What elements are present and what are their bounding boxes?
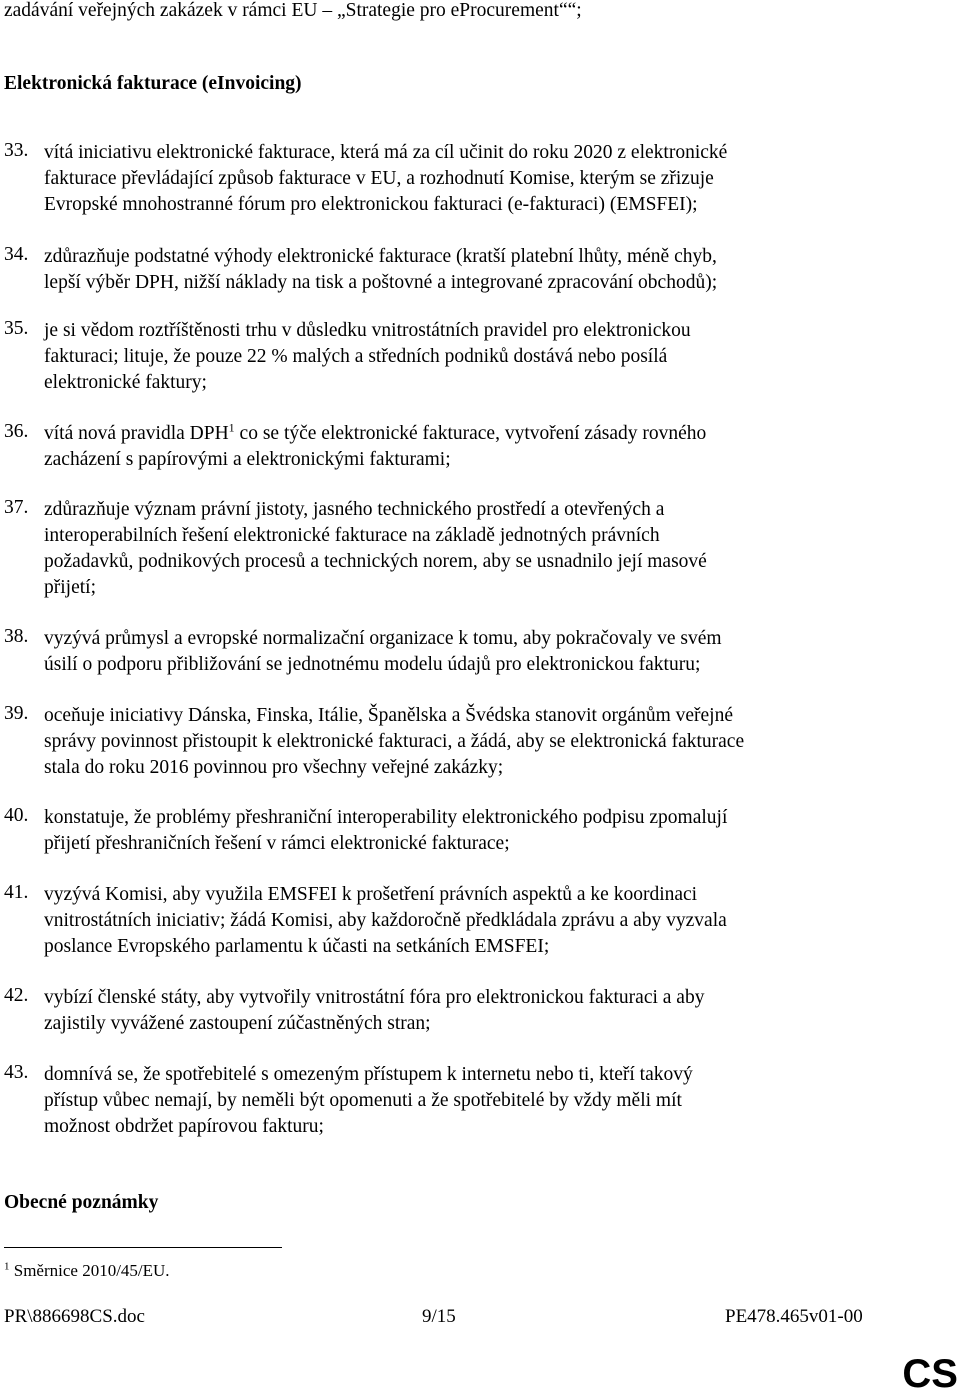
footnote-reference: 1 [228, 420, 235, 435]
text-line: Evropské mnohostranné fórum pro elektronickou fakturaci (e-fakturaci) (EMSFEI); [44, 194, 698, 215]
text-line: konstatuje, že problémy přeshraniční interoperability elektronického podpisu zpomalují [44, 807, 728, 828]
paragraph-text [44, 318, 904, 396]
text-line: vnitrostátních iniciativ; žádá Komisi, aby každoročně předkládala zprávu a aby vyzvala [44, 910, 727, 931]
footer-pe-ref: PE478.465v01-00 [725, 1306, 863, 1327]
paragraph-number: 36. [4, 421, 29, 442]
paragraph-text [44, 421, 904, 473]
text-line: interoperabilních řešení elektronické fakturace na základě jednotných právních [44, 525, 660, 546]
text-line [44, 421, 904, 447]
footnote-separator [4, 1247, 282, 1248]
text-line: zacházení s papírovými a elektronickými fakturami; [44, 449, 451, 470]
text-line: přijetí; [44, 577, 96, 598]
text-line: vítá iniciativu elektronické fakturace, která má za cíl učinit do roku 2020 z elektronické [44, 142, 728, 163]
paragraph-text [44, 805, 904, 857]
paragraph-number: 41. [4, 882, 29, 903]
section-title: Elektronická fakturace (eInvoicing) [4, 73, 302, 94]
text-line: možnost obdržet papírovou fakturu; [44, 1116, 324, 1137]
text-line: fakturace převládající způsob fakturace v EU, a rozhodnutí Komise, kterým se zřizuje [44, 168, 714, 189]
paragraph-text [44, 244, 904, 296]
paragraph-text [44, 497, 904, 601]
text-line: oceňuje iniciativy Dánska, Finska, Itálie, Španělska a Švédska stanovit orgánům veřejné [44, 705, 734, 726]
text-line: poslance Evropského parlamentu k účasti na setkáních EMSFEI; [44, 936, 550, 957]
text-line: lepší výběr DPH, nižší náklady na tisk a poštovné a integrované zpracování obchodů); [44, 272, 718, 293]
text-line: zdůrazňuje podstatné výhody elektronické fakturace (kratší platební lhůty, méně chyb, [44, 246, 717, 267]
text-line: zdůrazňuje význam právní jistoty, jasného technického prostředí a otevřených a [44, 499, 665, 520]
paragraph-number: 35. [4, 318, 29, 339]
footer-doc-ref: PR\886698CS.doc [4, 1306, 145, 1327]
paragraph-number: 42. [4, 985, 29, 1006]
text-line: fakturaci; lituje, že pouze 22 % malých a středních podniků dostává nebo posílá [44, 346, 668, 367]
paragraph-text [44, 140, 904, 218]
top-continuation-line: zadávání veřejných zakázek v rámci EU – „Strategie pro eProcurement““; [4, 0, 582, 21]
general-notes-heading: Obecné poznámky [4, 1192, 159, 1213]
paragraph-number: 40. [4, 805, 29, 826]
text-line: domnívá se, že spotřebitelé s omezeným přístupem k internetu nebo ti, kteří takový [44, 1064, 693, 1085]
text-line: stala do roku 2016 povinnou pro všechny veřejné zakázky; [44, 757, 504, 778]
paragraph-number: 34. [4, 244, 29, 265]
paragraph-number: 39. [4, 703, 29, 724]
footnote-marker: 1 [4, 1260, 10, 1273]
paragraph-number: 37. [4, 497, 29, 518]
text-line: vyzývá průmysl a evropské normalizační organizace k tomu, aby pokračovaly ve svém [44, 628, 722, 649]
paragraph-number: 33. [4, 140, 29, 161]
paragraph-text [44, 703, 904, 781]
paragraph-number: 38. [4, 626, 29, 647]
footnote-text: Směrnice 2010/45/EU. [9, 1261, 170, 1280]
paragraph-text [44, 626, 904, 678]
text-line: přijetí přeshraničních řešení v rámci elektronické fakturace; [44, 833, 510, 854]
paragraph-text [44, 1062, 904, 1140]
text-line: přístup vůbec nemají, by neměli být opomenuti a že spotřebitelé by vždy měli mít [44, 1090, 682, 1111]
text-line: vyzývá Komisi, aby využila EMSFEI k prošetření právních aspektů a ke koordinaci [44, 884, 698, 905]
paragraph-text [44, 882, 904, 960]
footnote [4, 1261, 170, 1281]
paragraph-text [44, 985, 904, 1037]
text-fragment: vítá nová pravidla DPH [44, 423, 229, 444]
text-line: úsilí o podporu přibližování se jednotnému modelu údajů pro elektronickou fakturu; [44, 654, 701, 675]
text-fragment: co se týče elektronické fakturace, vytvoření zásady rovného [234, 423, 707, 444]
paragraph-number: 43. [4, 1062, 29, 1083]
text-line: správy povinnost přistoupit k elektronické fakturaci, a žádá, aby se elektronická fakturace [44, 731, 745, 752]
footer-page-number: 9/15 [422, 1306, 456, 1327]
text-line: je si vědom roztříštěnosti trhu v důsledku vnitrostátních pravidel pro elektronickou [44, 320, 691, 341]
text-line: zajistily vyvážené zastoupení zúčastněných stran; [44, 1013, 431, 1034]
text-line: vybízí členské státy, aby vytvořily vnitrostátní fóra pro elektronickou fakturaci a aby [44, 987, 705, 1008]
text-line: elektronické faktury; [44, 372, 207, 393]
text-line: požadavků, podnikových procesů a technických norem, aby se usnadnilo její masové [44, 551, 707, 572]
language-code: CS [902, 1352, 958, 1396]
